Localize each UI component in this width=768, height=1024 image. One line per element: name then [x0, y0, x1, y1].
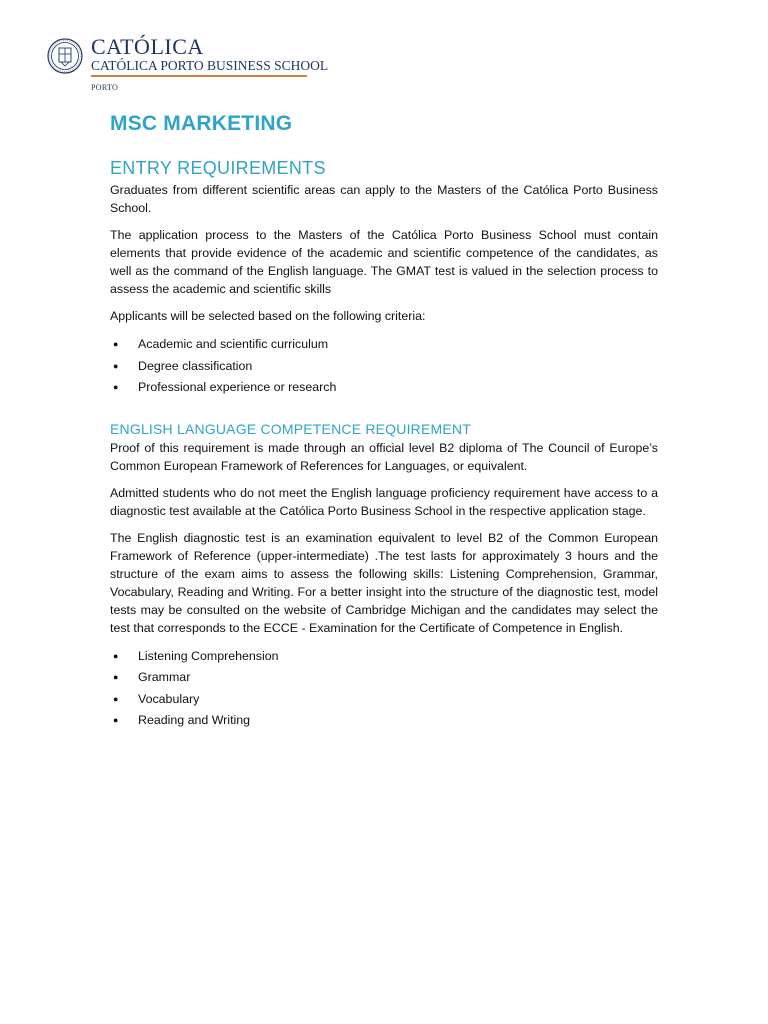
entry-requirements-heading: ENTRY REQUIREMENTS: [110, 158, 326, 178]
bullet-icon: ●: [113, 672, 119, 682]
bullet-icon: ●: [113, 382, 119, 392]
bullet-icon: ●: [113, 693, 119, 704]
entry-paragraph-3: Applicants will be selected based on the following criteria:: [110, 309, 426, 323]
university-seal-icon: [47, 38, 83, 74]
english-paragraph-1: Proof of this requirement is made through an official level B2 diploma of The Council of Europe’s Common European Framework of References for Languages, or equivalent.: [110, 440, 658, 473]
school-name: CATÓLICA PORTO BUSINESS SCHOOL: [91, 58, 329, 73]
page-title: MSC MARKETING: [110, 112, 293, 135]
list-item: ● Reading and Writing: [110, 710, 658, 732]
english-paragraph-2: Admitted students who do not meet the English language proficiency requirement have access to a diagnostic test available at the Católica Porto Business School in the respective application stage.: [110, 485, 658, 518]
criteria-list: [110, 334, 658, 399]
bullet-icon: ●: [113, 339, 119, 349]
list-item: ● Listening Comprehension: [110, 646, 658, 668]
entry-paragraph-2: The application process to the Masters of the Católica Porto Business School must contain elements that provide evidence of the academic and scientific competence of the candidates, as well as the command of the English language. The GMAT test is valued in the selection process to assess the academic and scientific skills: [110, 228, 658, 296]
document-body: [110, 112, 658, 732]
city-label: PORTO: [91, 83, 119, 92]
bullet-icon: ●: [113, 650, 119, 661]
brand-name: CATÓLICA: [91, 34, 204, 59]
brand-divider: [91, 75, 307, 77]
english-paragraph-3: The English diagnostic test is an examination equivalent to level B2 of the Common European Framework of Reference (upper-intermediate) .The test lasts for approximately 3 hours and the structure of the exam aims to assess the following skills: Listening Comprehension, Grammar, Vocabulary, Reading and Writing. For a better insight into the structure of the diagnostic test, model tests may be consulted on the website of Cambridge Michigan and the candidates may select the test that corresponds to the ECCE - Examination for the Certificate of Competence in English.: [110, 530, 658, 635]
list-item: ● Grammar: [110, 667, 658, 689]
bullet-icon: ●: [113, 360, 119, 371]
list-item: ● Degree classification: [110, 356, 658, 378]
header-logo: [47, 35, 347, 95]
english-requirement-heading: ENGLISH LANGUAGE COMPETENCE REQUIREMENT: [110, 420, 471, 437]
skills-list: [110, 646, 658, 732]
list-item: ● Professional experience or research: [110, 377, 658, 399]
list-item: ● Academic and scientific curriculum: [110, 334, 658, 356]
entry-paragraph-1: Graduates from different scientific areas can apply to the Masters of the Católica Porto Business School.: [110, 183, 658, 215]
bullet-icon: ●: [113, 715, 119, 725]
list-item: ● Vocabulary: [110, 689, 658, 711]
